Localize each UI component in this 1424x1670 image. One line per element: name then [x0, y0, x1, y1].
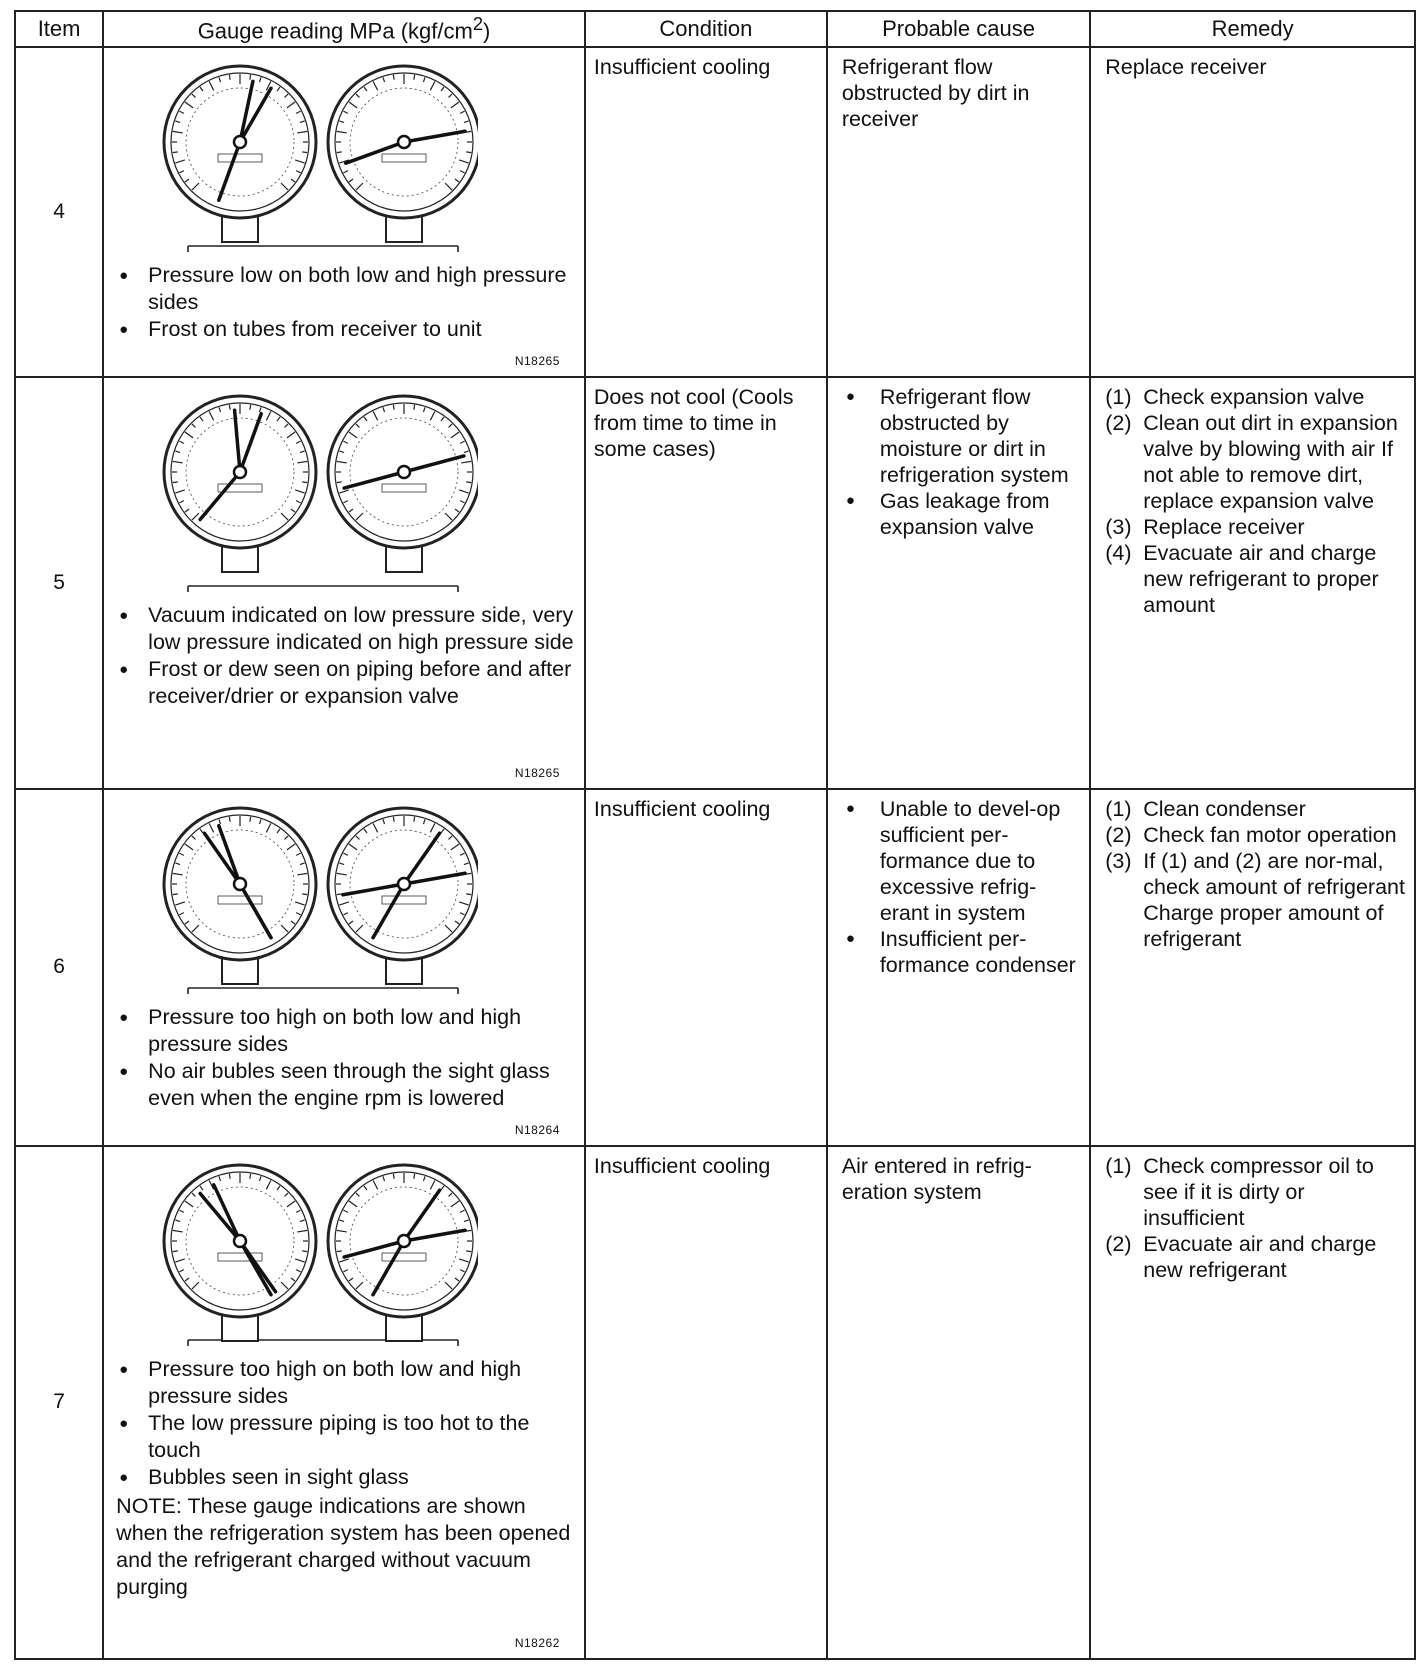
- gauge-cell: [103, 377, 585, 788]
- probable-cause-text: Refrigerant flow obstructed by dirt in receiver: [841, 55, 1030, 131]
- item-number: 4: [15, 47, 103, 377]
- observation-item: ● No air bubles seen through the sight glass even when the engine rpm is lowered: [116, 1058, 576, 1112]
- item-number: 5: [15, 377, 103, 788]
- table-row-item-5: [15, 377, 1415, 788]
- table-row-item-6: [15, 789, 1415, 1146]
- remedy-step: [1105, 410, 1408, 514]
- note-text: NOTE: These gauge indications are shown when the refrigeration system has been opened and the refrigerant charged without vacuum purging: [116, 1493, 571, 1599]
- low-pressure-gauge: [164, 1165, 316, 1341]
- header-row: [15, 11, 1415, 47]
- probable-cause-cell: [827, 789, 1090, 1146]
- observation-item: ● Pressure too high on both low and high pressure sides: [116, 1356, 576, 1410]
- remedy-step-number: (1): [1105, 1153, 1132, 1178]
- troubleshooting-table: [14, 10, 1416, 1660]
- condition-cell: Insufficient cooling: [585, 789, 827, 1146]
- observation-list: [116, 1356, 576, 1491]
- remedy-step: [1105, 514, 1408, 540]
- remedy-step: [1105, 1231, 1408, 1283]
- high-pressure-gauge: [328, 66, 478, 242]
- condition-cell: Does not cool (Cools from time to time in some cases): [585, 377, 827, 788]
- remedy-cell: [1090, 47, 1415, 377]
- low-pressure-gauge: [164, 396, 316, 572]
- remedy-step: [1105, 1153, 1408, 1231]
- remedy-step-text: Clean out dirt in expansion valve by blowing with air If not able to remove dirt, replace expansion valve: [1143, 411, 1398, 514]
- remedy-step: [1105, 540, 1408, 618]
- remedy-step-text: Check expansion valve: [1143, 385, 1365, 410]
- remedy-step-text: Clean condenser: [1143, 796, 1306, 821]
- remedy-step-number: (3): [1105, 515, 1132, 540]
- observation-item: ● The low pressure piping is too hot to the touch: [116, 1410, 576, 1464]
- remedy-step: [1105, 384, 1408, 410]
- probable-cause-cell: [827, 47, 1090, 377]
- probable-cause-list: [842, 796, 1081, 978]
- probable-cause-item: ● Gas leakage from expansion valve: [842, 488, 1081, 540]
- probable-cause-cell: [827, 377, 1090, 788]
- remedy-cell: [1090, 1146, 1415, 1659]
- probable-cause-cell: [827, 1146, 1090, 1659]
- gauge-set-illustration: [158, 384, 478, 594]
- probable-cause-item: ● Unable to devel-op sufficient per-formance due to excessive refrig-erant in system: [842, 796, 1081, 926]
- gauge-set-illustration: [158, 796, 478, 996]
- remedy-step: [1105, 796, 1408, 822]
- probable-cause-item: ● Insufficient per-formance condenser: [842, 926, 1081, 978]
- remedy-step-number: (2): [1105, 1231, 1132, 1256]
- remedy-step-number: (2): [1105, 822, 1132, 847]
- high-pressure-gauge: [328, 396, 478, 572]
- remedy-list: [1105, 384, 1408, 618]
- remedy-list: [1105, 1153, 1408, 1283]
- header-item: Item: [15, 11, 103, 47]
- remedy-step-text: Check fan motor operation: [1143, 822, 1397, 847]
- remedy-cell: [1090, 377, 1415, 788]
- figure-code: N18264: [514, 1122, 560, 1137]
- high-pressure-gauge: [328, 1165, 478, 1341]
- remedy-cell: [1090, 789, 1415, 1146]
- observation-list: [116, 602, 576, 710]
- table-row-item-4: [15, 47, 1415, 377]
- gauge-set-illustration: [158, 1153, 478, 1348]
- header-probable-cause: Probable cause: [827, 11, 1090, 47]
- remedy-step-text: Replace receiver: [1143, 515, 1305, 540]
- remedy-step-number: (3): [1105, 848, 1132, 873]
- figure-code: N18262: [514, 1636, 560, 1650]
- condition-cell: Insufficient cooling: [585, 1146, 827, 1659]
- remedy-step: [1105, 822, 1408, 848]
- gauge-set-illustration: [158, 54, 478, 254]
- observation-item: ● Frost or dew seen on piping before and after receiver/drier or expansion valve: [116, 656, 576, 710]
- remedy-step-text: Evacuate air and charge new refrigerant: [1143, 1231, 1377, 1282]
- observation-item: ● Pressure low on both low and high pressure sides: [116, 262, 576, 316]
- observation-item: ● Pressure too high on both low and high pressure sides: [116, 1004, 576, 1058]
- observation-item: ● Vacuum indicated on low pressure side, very low pressure indicated on high pressure side: [116, 602, 576, 656]
- remedy-step: [1105, 848, 1408, 952]
- header-remedy: Remedy: [1090, 11, 1415, 47]
- remedy-step-number: (1): [1105, 796, 1132, 821]
- remedy-step-number: (2): [1105, 411, 1132, 436]
- gauge-cell: [103, 1146, 585, 1659]
- remedy-step-text: If (1) and (2) are nor-mal, check amount of refrigerant Charge proper amount of refrigerant: [1143, 848, 1405, 951]
- remedy-step-number: (4): [1105, 541, 1132, 566]
- table-row-item-7: [15, 1146, 1415, 1659]
- observation-list: [116, 1004, 576, 1112]
- remedy-step-text: Check compressor oil to see if it is dirty or insufficient: [1143, 1153, 1374, 1230]
- probable-cause-list: [842, 384, 1081, 540]
- header-gauge-reading: Gauge reading MPa $(kgf/cm^2)$: [103, 11, 585, 47]
- observation-list: [116, 262, 576, 343]
- low-pressure-gauge: [164, 66, 316, 242]
- observation-item: ● Frost on tubes from receiver to unit: [116, 316, 576, 343]
- gauge-cell: [103, 789, 585, 1146]
- item-number: 6: [15, 789, 103, 1146]
- condition-cell: Insufficient cooling: [585, 47, 827, 377]
- probable-cause-text: Air entered in refrig-eration system: [841, 1153, 1032, 1204]
- observation-item: ● Bubbles seen in sight glass: [116, 1464, 576, 1491]
- figure-code: N18265: [514, 765, 560, 780]
- probable-cause-item: ● Refrigerant flow obstructed by moisture or dirt in refrigeration system: [842, 384, 1081, 488]
- remedy-text: Replace receiver: [1105, 55, 1267, 79]
- remedy-list: [1105, 796, 1408, 952]
- header-condition: Condition: [585, 11, 827, 47]
- low-pressure-gauge: [164, 808, 316, 984]
- remedy-step-number: (1): [1105, 385, 1132, 410]
- high-pressure-gauge: [328, 808, 478, 984]
- remedy-step-text: Evacuate air and charge new refrigerant to proper amount: [1143, 541, 1379, 618]
- item-number: 7: [15, 1146, 103, 1659]
- figure-code: N18265: [514, 354, 560, 369]
- gauge-cell: [103, 47, 585, 377]
